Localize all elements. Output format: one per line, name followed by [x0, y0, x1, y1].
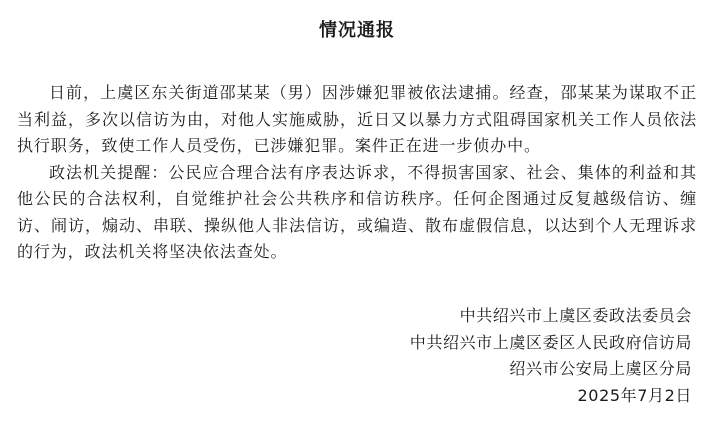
document-body [17, 80, 697, 266]
signature-political-legal-committee: 中共绍兴市上虞区委政法委员会 [459, 306, 692, 325]
document-title: 情况通报 [319, 20, 395, 41]
signature-petition-bureau: 中共绍兴市上虞区委区人民政府信访局 [409, 332, 692, 352]
paragraph-arrest-report: 日前，上虞区东关街道邵某某（男）因涉嫌犯罪被依法逮捕。经查，邵某某为谋取不正当利益，多次以信访为由，对他人实施威胁，近日又以暴力方式阻碍国家机关工作人员依法执行职务，致使工作人员受伤，已涉嫌犯罪。案件正在进一步侦办中。 [17, 83, 697, 155]
signature-date: 2025年7月2日 [577, 385, 692, 405]
signature-block [410, 303, 692, 409]
paragraph-authority-reminder: 政法机关提醒：公民应合理合法有序表达诉求，不得损害国家、社会、集体的利益和其他公民的合法权利，自觉维护社会公共秩序和信访秩序。任何企图通过反复越级信访、缠访、闹访，煽动、串联、操纵他人非法信访，或编造、散布虚假信息，以达到个人无理诉求的行为，政法机关将坚决依法查处。 [17, 162, 697, 261]
signature-public-security-bureau: 绍兴市公安局上虞区分局 [509, 359, 692, 378]
